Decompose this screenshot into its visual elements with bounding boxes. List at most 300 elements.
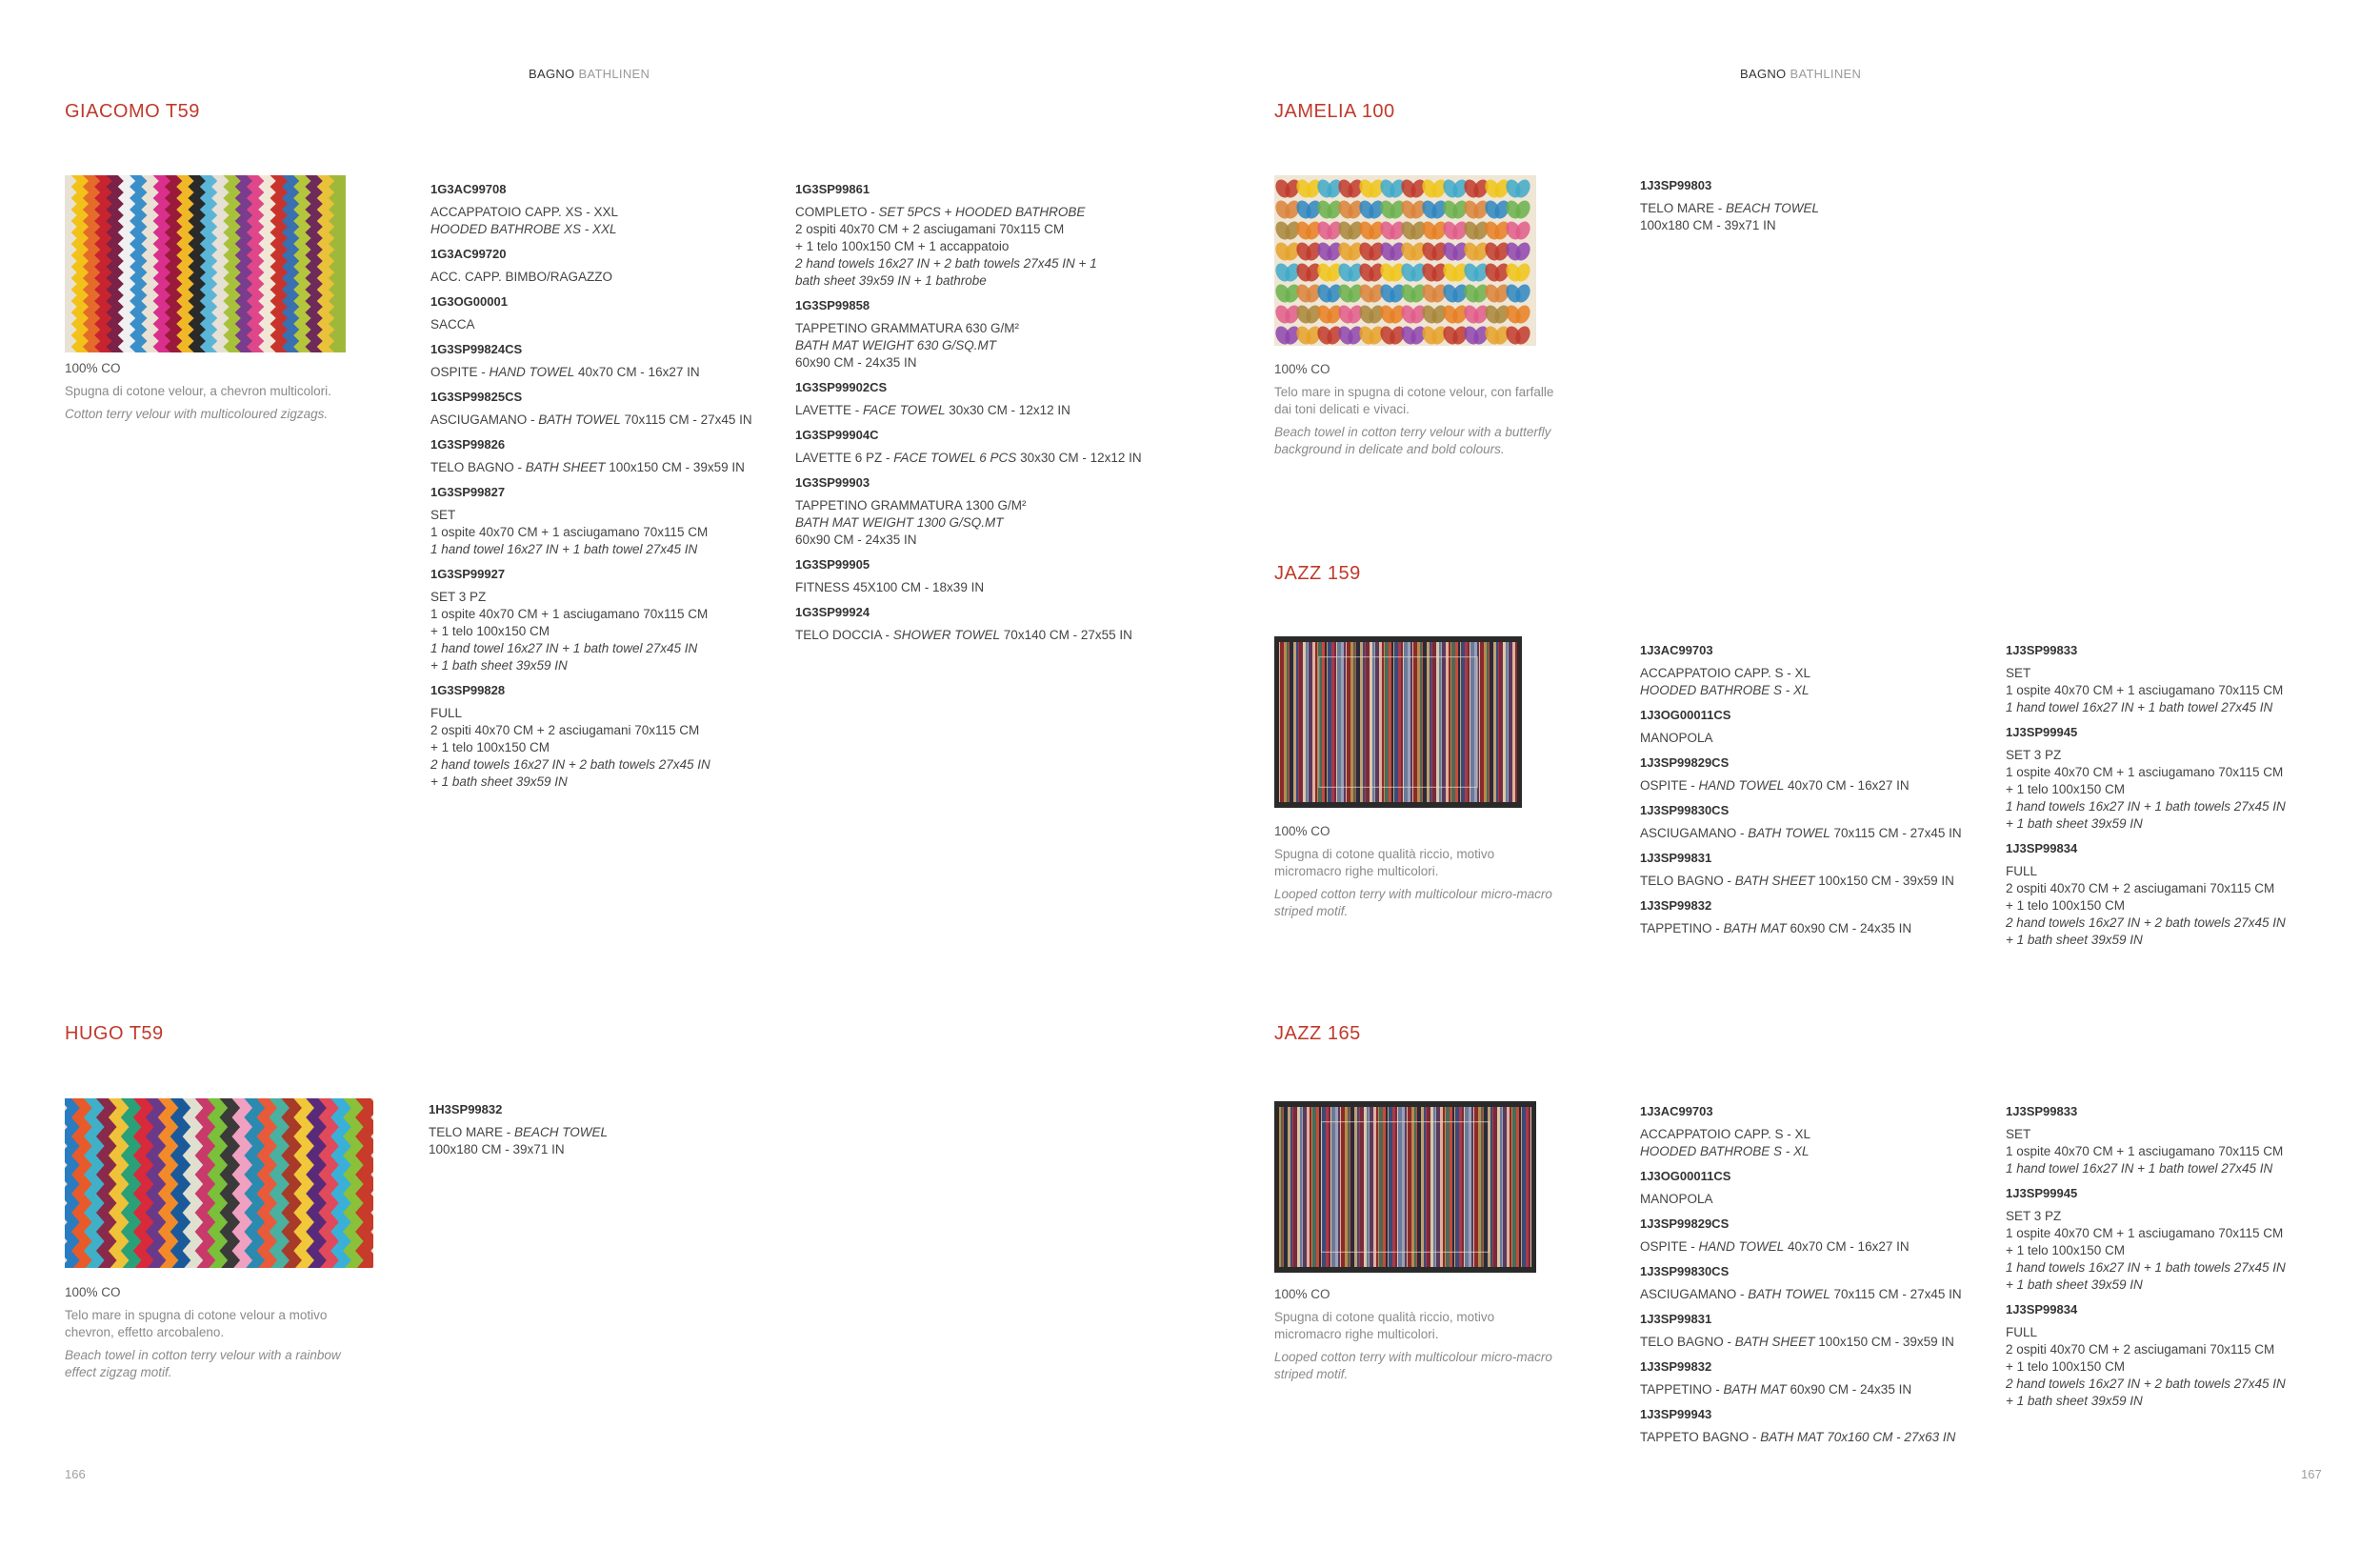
line-segment: SET: [2006, 666, 2031, 680]
list-item: [1640, 1168, 1992, 1208]
line-segment: SET: [2006, 1127, 2031, 1141]
product-line: [430, 774, 783, 791]
line-segment: 1 hand towel 16x27 IN + 1 bath towel 27x45 IN: [430, 641, 698, 655]
list-item: [430, 682, 783, 791]
line-segment: 1 ospite 40x70 CM + 1 asciugamano 70x115 CM: [430, 607, 709, 621]
product-list: [2006, 642, 2358, 956]
product-line: [1640, 1191, 1992, 1208]
list-item: [430, 341, 783, 381]
product-line: [430, 640, 783, 657]
product-line: [430, 739, 783, 756]
product-code: 1J3SP99834: [2006, 841, 2078, 855]
product-code: 1G3SP99902CS: [795, 380, 888, 394]
page-header-right: [1740, 67, 1861, 81]
product-line: [2006, 1393, 2358, 1410]
product-code: 1G3SP99927: [430, 567, 506, 581]
product-line: [1640, 873, 1992, 890]
product-line: [430, 412, 783, 429]
product-line: [2006, 699, 2358, 716]
product-line: [2006, 863, 2358, 880]
product-line: [2006, 682, 2358, 699]
product-line: [2006, 1277, 2358, 1294]
line-segment: 1 hand towels 16x27 IN + 1 bath towels 27x45 IN: [2006, 1260, 2286, 1275]
line-segment: 2 hand towels 16x27 IN + 2 bath towels 27x45 IN: [430, 757, 710, 772]
list-item: [430, 484, 783, 558]
product-list: [2006, 1103, 2358, 1417]
line-segment: FITNESS 45X100 CM - 18x39 IN: [795, 580, 985, 594]
line-segment: + 1 telo 100x150 CM: [430, 740, 550, 754]
product-description: [65, 360, 350, 423]
product-image-jazz159: [1274, 636, 1522, 808]
product-line: [795, 337, 1176, 354]
product-line: [1640, 682, 1992, 699]
list-item: [1640, 1216, 1992, 1256]
product-code: 1G3SP99861: [795, 182, 870, 196]
product-title: HUGO T59: [65, 1023, 164, 1044]
product-line: [2006, 915, 2358, 932]
product-line: [795, 450, 1176, 467]
line-segment: + 1 telo 100x150 CM: [2006, 1359, 2125, 1374]
product-code: 1J3SP99830CS: [1640, 1264, 1730, 1278]
list-item: [430, 389, 783, 429]
description-it: Telo mare in spugna di cotone velour, con farfalle dai toni delicati e vivaci.: [1274, 385, 1554, 416]
line-segment: 1 ospite 40x70 CM + 1 asciugamano 70x115 CM: [430, 525, 709, 539]
product-line: [795, 272, 1176, 290]
product-line: [429, 1141, 781, 1158]
line-segment: SACCA: [430, 317, 475, 332]
product-list: [795, 181, 1176, 652]
product-list: [1640, 642, 1992, 945]
product-line: [2006, 1143, 2358, 1160]
product-line: [2006, 880, 2358, 897]
description-it: Telo mare in spugna di cotone velour a motivo chevron, effetto arcobaleno.: [65, 1308, 328, 1339]
composition: 100% CO: [1274, 1287, 1330, 1301]
description-en: Beach towel in cotton terry velour with a rainbow effect zigzag motif.: [65, 1348, 341, 1379]
list-item: [2006, 840, 2358, 949]
product-image-hugo: [65, 1098, 373, 1268]
line-segment: 2 hand towels 16x27 IN + 2 bath towels 27x45 IN + 1: [795, 256, 1097, 271]
product-line: [1640, 825, 1992, 842]
product-code: 1J3SP99829CS: [1640, 755, 1730, 770]
product-line: [430, 722, 783, 739]
product-line: [2006, 932, 2358, 949]
list-item: [1640, 802, 1992, 842]
product-code: 1G3AC99708: [430, 182, 507, 196]
line-segment: SET: [430, 508, 456, 522]
list-item: [430, 293, 783, 333]
line-segment: TAPPETINO GRAMMATURA 630 G/M²: [795, 321, 1020, 335]
product-line: [430, 204, 783, 221]
product-description: [1274, 1286, 1560, 1383]
product-line: [795, 204, 1176, 221]
description-en: Looped cotton terry with multicolour micro-macro striped motif.: [1274, 1350, 1552, 1381]
list-item: [795, 427, 1176, 467]
description-en: Beach towel in cotton terry velour with a butterfly background in delicate and bold colours.: [1274, 425, 1551, 456]
line-segment: TELO BAGNO -: [1640, 874, 1735, 888]
line-segment: MANOPOLA: [1640, 1192, 1713, 1206]
product-code: 1J3SP99833: [2006, 1104, 2078, 1118]
product-line: [2006, 1225, 2358, 1242]
product-line: [2006, 1341, 2358, 1358]
line-segment: 1 hand towel 16x27 IN + 1 bath towel 27x45 IN: [2006, 1161, 2273, 1176]
product-code: 1J3AC99703: [1640, 1104, 1713, 1118]
line-segment: ASCIUGAMANO -: [1640, 1287, 1749, 1301]
line-segment: BATH TOWEL: [1748, 826, 1830, 840]
product-line: [2006, 1259, 2358, 1277]
line-segment: + 1 telo 100x150 CM + 1 accappatoio: [795, 239, 1010, 253]
product-line: [795, 627, 1176, 644]
line-segment: 1 hand towel 16x27 IN + 1 bath towel 27x45 IN: [2006, 700, 2273, 714]
line-segment: BATH SHEET: [525, 460, 606, 474]
product-code: 1J3SP99829CS: [1640, 1216, 1730, 1231]
line-segment: TAPPETINO -: [1640, 1382, 1724, 1397]
line-segment: 70x140 CM - 27x55 IN: [1000, 628, 1132, 642]
product-line: [430, 623, 783, 640]
product-line: [795, 514, 1176, 532]
product-line: [2006, 1376, 2358, 1393]
line-segment: + 1 bath sheet 39x59 IN: [2006, 816, 2143, 831]
line-segment: HOODED BATHROBE XS - XXL: [430, 222, 617, 236]
list-item: [795, 556, 1176, 596]
product-line: [2006, 1160, 2358, 1177]
product-title: JAZZ 159: [1274, 563, 1361, 584]
product-line: [430, 705, 783, 722]
line-segment: 30x30 CM - 12x12 IN: [1016, 451, 1142, 465]
product-line: [1640, 217, 1992, 234]
line-segment: BEACH TOWEL: [1726, 201, 1820, 215]
list-item: [1640, 1311, 1992, 1351]
product-line: [795, 354, 1176, 372]
header-main: BAGNO: [529, 67, 575, 81]
product-line: [430, 316, 783, 333]
list-item: [2006, 1103, 2358, 1177]
list-item: [2006, 724, 2358, 833]
line-segment: HAND TOWEL: [1698, 1239, 1785, 1254]
description-en: Cotton terry velour with multicoloured zigzags.: [65, 407, 329, 421]
product-line: [795, 255, 1176, 272]
header-main: BAGNO: [1740, 67, 1787, 81]
line-segment: OSPITE -: [430, 365, 490, 379]
line-segment: BATH MAT: [1723, 1382, 1787, 1397]
product-line: [430, 589, 783, 606]
line-segment: ACCAPPATOIO CAPP. S - XL: [1640, 666, 1811, 680]
product-line: [1640, 730, 1992, 747]
list-item: [795, 379, 1176, 419]
line-segment: 1 hand towel 16x27 IN + 1 bath towel 27x45 IN: [430, 542, 698, 556]
product-code: 1G3SP99826: [430, 437, 506, 452]
product-list: [429, 1101, 781, 1166]
product-line: [2006, 815, 2358, 833]
product-code: 1G3AC99720: [430, 247, 507, 261]
line-segment: + 1 bath sheet 39x59 IN: [2006, 1277, 2143, 1292]
line-segment: FACE TOWEL: [863, 403, 946, 417]
line-segment: 60x90 CM - 24x35 IN: [1786, 1382, 1912, 1397]
product-line: [1640, 1126, 1992, 1143]
composition: 100% CO: [1274, 362, 1330, 376]
product-code: 1J3SP99832: [1640, 1359, 1712, 1374]
product-code: 1G3SP99924: [795, 605, 870, 619]
line-segment: + 1 telo 100x150 CM: [2006, 898, 2125, 913]
product-line: [430, 541, 783, 558]
line-segment: + 1 telo 100x150 CM: [430, 624, 550, 638]
list-item: [429, 1101, 781, 1158]
product-line: [1640, 1286, 1992, 1303]
product-line: [2006, 781, 2358, 798]
product-image-jazz165: [1274, 1101, 1536, 1273]
line-segment: 2 ospiti 40x70 CM + 2 asciugamani 70x115 CM: [430, 723, 700, 737]
line-segment: 60x90 CM - 24x35 IN: [795, 533, 917, 547]
composition: 100% CO: [65, 361, 121, 375]
product-line: [1640, 1334, 1992, 1351]
line-segment: BATH MAT: [1723, 921, 1787, 935]
product-line: [1640, 200, 1992, 217]
page-header-left: [529, 67, 650, 81]
line-segment: 60x90 CM - 24x35 IN: [1786, 921, 1912, 935]
product-code: 1J3SP99831: [1640, 1312, 1712, 1326]
line-segment: 2 hand towels 16x27 IN + 2 bath towels 27x45 IN: [2006, 915, 2286, 930]
line-segment: BEACH TOWEL: [514, 1125, 609, 1139]
list-item: [430, 566, 783, 674]
product-description: [65, 1284, 350, 1381]
list-item: [1640, 1263, 1992, 1303]
line-segment: 1 ospite 40x70 CM + 1 asciugamano 70x115 CM: [2006, 1144, 2284, 1158]
composition: 100% CO: [65, 1285, 121, 1299]
product-description: [1274, 361, 1560, 458]
product-line: [430, 756, 783, 774]
list-item: [795, 297, 1176, 372]
product-line: [1640, 1429, 1992, 1446]
line-segment: + 1 telo 100x150 CM: [2006, 782, 2125, 796]
line-segment: 1 ospite 40x70 CM + 1 asciugamano 70x115 CM: [2006, 683, 2284, 697]
product-line: [430, 524, 783, 541]
line-segment: BATH MAT WEIGHT 1300 G/SQ.MT: [795, 515, 1004, 530]
line-segment: + 1 bath sheet 39x59 IN: [430, 774, 568, 789]
line-segment: 40x70 CM - 16x27 IN: [1784, 1239, 1910, 1254]
page-number-left: 166: [65, 1467, 86, 1481]
line-segment: TELO DOCCIA -: [795, 628, 893, 642]
line-segment: BATH SHEET: [1734, 1335, 1815, 1349]
line-segment: 100x150 CM - 39x59 IN: [1814, 1335, 1954, 1349]
product-code: 1J3SP99803: [1640, 178, 1712, 192]
line-segment: TELO BAGNO -: [1640, 1335, 1735, 1349]
description-en: Looped cotton terry with multicolour micro-macro striped motif.: [1274, 887, 1552, 918]
product-code: 1J3OG00011CS: [1640, 708, 1731, 722]
line-segment: 2 hand towels 16x27 IN + 2 bath towels 27x45 IN: [2006, 1377, 2286, 1391]
line-segment: 70x115 CM - 27x45 IN: [1830, 826, 1962, 840]
line-segment: BATH TOWEL: [538, 412, 621, 427]
line-segment: FULL: [2006, 1325, 2038, 1339]
list-item: [2006, 642, 2358, 716]
line-segment: FULL: [430, 706, 463, 720]
line-segment: 70x115 CM - 27x45 IN: [620, 412, 752, 427]
line-segment: HOODED BATHROBE S - XL: [1640, 1144, 1810, 1158]
product-line: [430, 459, 783, 476]
description-it: Spugna di cotone qualità riccio, motivo micromacro righe multicolori.: [1274, 847, 1495, 878]
line-segment: 100x180 CM - 39x71 IN: [429, 1142, 565, 1156]
product-line: [430, 364, 783, 381]
product-list: [1640, 1103, 1992, 1454]
line-segment: BATH MAT 70x160 CM - 27x63 IN: [1760, 1430, 1956, 1444]
product-code: 1J3AC99703: [1640, 643, 1713, 657]
product-list: [1640, 177, 1992, 242]
list-item: [795, 474, 1176, 549]
line-segment: + 1 bath sheet 39x59 IN: [2006, 933, 2143, 947]
product-line: [795, 579, 1176, 596]
list-item: [430, 246, 783, 286]
product-title: JAMELIA 100: [1274, 101, 1395, 122]
product-code: 1G3SP99824CS: [430, 342, 523, 356]
product-code: 1H3SP99832: [429, 1102, 503, 1116]
product-line: [2006, 798, 2358, 815]
line-segment: + 1 telo 100x150 CM: [2006, 1243, 2125, 1257]
product-code: 1J3SP99830CS: [1640, 803, 1730, 817]
product-line: [1640, 777, 1992, 794]
list-item: [1640, 850, 1992, 890]
page-number-right: 167: [2301, 1467, 2322, 1481]
product-line: [795, 532, 1176, 549]
product-image-giacomo: [65, 175, 346, 352]
line-segment: 40x70 CM - 16x27 IN: [574, 365, 700, 379]
product-line: [795, 497, 1176, 514]
line-segment: 2 ospiti 40x70 CM + 2 asciugamani 70x115 CM: [795, 222, 1065, 236]
list-item: [1640, 642, 1992, 699]
line-segment: LAVETTE -: [795, 403, 864, 417]
line-segment: 40x70 CM - 16x27 IN: [1784, 778, 1910, 793]
header-sub: BATHLINEN: [1790, 67, 1862, 81]
line-segment: TELO MARE -: [1640, 201, 1727, 215]
line-segment: OSPITE -: [1640, 1239, 1699, 1254]
product-line: [2006, 897, 2358, 915]
product-line: [1640, 1238, 1992, 1256]
line-segment: ACCAPPATOIO CAPP. S - XL: [1640, 1127, 1811, 1141]
list-item: [795, 604, 1176, 644]
line-segment: LAVETTE 6 PZ -: [795, 451, 894, 465]
line-segment: 100x150 CM - 39x59 IN: [605, 460, 745, 474]
product-code: 1G3OG00001: [430, 294, 508, 309]
product-description: [1274, 823, 1560, 920]
list-item: [2006, 1185, 2358, 1294]
line-segment: ASCIUGAMANO -: [1640, 826, 1749, 840]
line-segment: SET 3 PZ: [430, 590, 487, 604]
line-segment: + 1 bath sheet 39x59 IN: [2006, 1394, 2143, 1408]
line-segment: MANOPOLA: [1640, 731, 1713, 745]
list-item: [1640, 1406, 1992, 1446]
product-code: 1J3SP99834: [2006, 1302, 2078, 1317]
product-line: [1640, 920, 1992, 937]
product-line: [795, 238, 1176, 255]
list-item: [1640, 177, 1992, 234]
list-item: [1640, 707, 1992, 747]
product-code: 1J3SP99945: [2006, 1186, 2078, 1200]
line-segment: 100x180 CM - 39x71 IN: [1640, 218, 1776, 232]
line-segment: SET 5PCS + HOODED BATHROBE: [878, 205, 1086, 219]
line-segment: TAPPETINO GRAMMATURA 1300 G/M²: [795, 498, 1027, 513]
line-segment: SET 3 PZ: [2006, 748, 2062, 762]
line-segment: HAND TOWEL: [489, 365, 575, 379]
product-line: [795, 320, 1176, 337]
product-line: [430, 507, 783, 524]
line-segment: ACCAPPATOIO CAPP. XS - XXL: [430, 205, 619, 219]
line-segment: FULL: [2006, 864, 2038, 878]
line-segment: + 1 bath sheet 39x59 IN: [430, 658, 568, 673]
product-line: [430, 269, 783, 286]
product-line: [2006, 665, 2358, 682]
line-segment: SHOWER TOWEL: [892, 628, 1001, 642]
product-code: 1J3SP99831: [1640, 851, 1712, 865]
line-segment: BATH SHEET: [1734, 874, 1815, 888]
line-segment: 2 ospiti 40x70 CM + 2 asciugamani 70x115 CM: [2006, 881, 2275, 895]
product-line: [1640, 665, 1992, 682]
composition: 100% CO: [1274, 824, 1330, 838]
line-segment: OSPITE -: [1640, 778, 1699, 793]
product-line: [795, 402, 1176, 419]
header-sub: BATHLINEN: [578, 67, 650, 81]
list-item: [1640, 1358, 1992, 1398]
product-line: [2006, 1242, 2358, 1259]
product-code: 1J3SP99832: [1640, 898, 1712, 913]
line-segment: 100x150 CM - 39x59 IN: [1814, 874, 1954, 888]
product-code: 1G3SP99903: [795, 475, 870, 490]
product-line: [2006, 764, 2358, 781]
line-segment: HOODED BATHROBE S - XL: [1640, 683, 1810, 697]
product-code: 1J3SP99833: [2006, 643, 2078, 657]
line-segment: BATH TOWEL: [1748, 1287, 1830, 1301]
line-segment: 60x90 CM - 24x35 IN: [795, 355, 917, 370]
line-segment: bath sheet 39x59 IN + 1 bathrobe: [795, 273, 987, 288]
product-code: 1G3SP99858: [795, 298, 870, 312]
product-line: [429, 1124, 781, 1141]
product-code: 1G3SP99905: [795, 557, 870, 572]
product-code: 1G3SP99828: [430, 683, 506, 697]
description-it: Spugna di cotone velour, a chevron multicolori.: [65, 384, 331, 398]
list-item: [795, 181, 1176, 290]
product-title: GIACOMO T59: [65, 101, 200, 122]
product-image-jamelia: [1274, 175, 1536, 346]
description-it: Spugna di cotone qualità riccio, motivo micromacro righe multicolori.: [1274, 1310, 1495, 1341]
product-code: 1G3SP99904C: [795, 428, 879, 442]
line-segment: ACC. CAPP. BIMBO/RAGAZZO: [430, 270, 613, 284]
line-segment: FACE TOWEL 6 PCS: [893, 451, 1017, 465]
line-segment: HAND TOWEL: [1698, 778, 1785, 793]
product-line: [2006, 1358, 2358, 1376]
product-code: 1J3SP99943: [1640, 1407, 1712, 1421]
line-segment: 1 hand towels 16x27 IN + 1 bath towels 27x45 IN: [2006, 799, 2286, 814]
line-segment: TAPPETO BAGNO -: [1640, 1430, 1761, 1444]
product-line: [2006, 1208, 2358, 1225]
product-title: JAZZ 165: [1274, 1023, 1361, 1044]
line-segment: COMPLETO -: [795, 205, 879, 219]
line-segment: ASCIUGAMANO -: [430, 412, 539, 427]
line-segment: TELO MARE -: [429, 1125, 515, 1139]
product-line: [2006, 1126, 2358, 1143]
line-segment: 70x115 CM - 27x45 IN: [1830, 1287, 1962, 1301]
line-segment: 30x30 CM - 12x12 IN: [945, 403, 1070, 417]
product-code: 1J3OG00011CS: [1640, 1169, 1731, 1183]
line-segment: 2 ospiti 40x70 CM + 2 asciugamani 70x115 CM: [2006, 1342, 2275, 1357]
list-item: [1640, 897, 1992, 937]
product-line: [430, 657, 783, 674]
list-item: [430, 436, 783, 476]
line-segment: 1 ospite 40x70 CM + 1 asciugamano 70x115 CM: [2006, 765, 2284, 779]
product-line: [795, 221, 1176, 238]
product-code: 1G3SP99825CS: [430, 390, 523, 404]
product-line: [2006, 1324, 2358, 1341]
product-line: [430, 221, 783, 238]
line-segment: TELO BAGNO -: [430, 460, 526, 474]
list-item: [430, 181, 783, 238]
line-segment: 1 ospite 40x70 CM + 1 asciugamano 70x115 CM: [2006, 1226, 2284, 1240]
product-code: 1J3SP99945: [2006, 725, 2078, 739]
